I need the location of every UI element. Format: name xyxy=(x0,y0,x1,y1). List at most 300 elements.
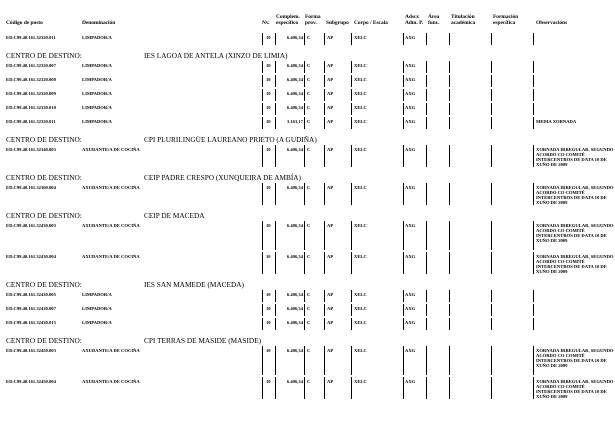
provision-form: C xyxy=(307,292,311,297)
column-rule xyxy=(426,145,427,167)
column-rule xyxy=(426,75,427,87)
column-rule xyxy=(304,346,305,375)
subgroup: AP xyxy=(327,63,334,68)
column-rule xyxy=(275,75,276,87)
column-rule xyxy=(403,117,404,129)
center-label: CENTRO DE DESTINO: xyxy=(6,280,82,289)
column-rule xyxy=(491,103,492,115)
subgroup: AP xyxy=(327,306,334,311)
column-rule xyxy=(275,290,276,302)
header-forma: Forma prov. xyxy=(305,14,321,26)
column-rule xyxy=(262,75,263,87)
center-name: CPI TERRAS DE MASIDE (MASIDE) xyxy=(144,336,262,345)
column-rule xyxy=(324,103,325,115)
post-code: ED.C99.40.161.32450.004 xyxy=(6,379,56,384)
column-rule xyxy=(262,377,263,399)
table-row xyxy=(0,33,615,47)
complement: 6.406,34 xyxy=(286,379,303,384)
subgroup: AP xyxy=(327,35,334,40)
column-rule xyxy=(491,61,492,73)
header-formacion: Formación específica xyxy=(493,14,519,26)
column-rule xyxy=(403,304,404,316)
column-rule xyxy=(403,75,404,87)
center-name: CEIP DE MACEDA xyxy=(144,211,205,220)
subgroup: AP xyxy=(327,91,334,96)
column-rule xyxy=(262,304,263,316)
post-code: ED.C99.40.161.32430.005 xyxy=(6,292,56,297)
column-rule xyxy=(449,304,450,316)
column-rule xyxy=(262,252,263,274)
column-rule xyxy=(449,252,450,274)
subgroup: AP xyxy=(327,77,334,82)
column-rule xyxy=(262,33,263,45)
provision-form: C xyxy=(307,379,311,384)
table-row xyxy=(0,221,615,252)
subgroup: AP xyxy=(327,223,334,228)
post-code: ED.C99.40.161.32360.004 xyxy=(6,185,56,190)
column-rule xyxy=(403,252,404,274)
column-rule xyxy=(304,33,305,45)
column-rule xyxy=(403,89,404,101)
column-rule xyxy=(403,318,404,330)
column-rule xyxy=(304,61,305,73)
subgroup: AP xyxy=(327,292,334,297)
provision-form: C xyxy=(307,91,311,96)
complement: 6.406,34 xyxy=(286,91,303,96)
center-label: CENTRO DE DESTINO: xyxy=(6,211,82,220)
level: 10 xyxy=(266,306,271,311)
table-row xyxy=(0,183,615,207)
column-rule xyxy=(275,318,276,330)
complement: 3.163,17 xyxy=(286,119,303,124)
corps: XELC xyxy=(354,348,367,353)
table-row xyxy=(0,61,615,75)
level: 10 xyxy=(266,77,271,82)
complement: 6.406,34 xyxy=(286,63,303,68)
column-rule xyxy=(351,75,352,87)
table-row xyxy=(0,145,615,169)
observations: XORNADA IRREGULAR, SEGUNDO ACORDO CO COMITÉ INTERCENTROS DE DATA 10 DE XUÑO DE 2009 xyxy=(536,223,614,243)
center-name: CEIP PADRE CRESPO (XUNQUEIRA DE AMBÍA) xyxy=(144,173,301,182)
post-code: ED.C99.40.161.32320.011 xyxy=(6,35,56,40)
adscription: AXG xyxy=(405,185,416,190)
column-rule xyxy=(426,252,427,274)
header-codigo: Código de posto xyxy=(6,20,43,26)
post-code: ED.C99.40.161.32430.003 xyxy=(6,223,56,228)
column-rule xyxy=(426,183,427,205)
complement: 6.406,34 xyxy=(286,254,303,259)
adscription: AXG xyxy=(405,119,416,124)
column-rule xyxy=(403,377,404,399)
subgroup: AP xyxy=(327,254,334,259)
column-rule xyxy=(449,75,450,87)
column-rule xyxy=(449,318,450,330)
column-rule xyxy=(426,304,427,316)
column-rule xyxy=(491,290,492,302)
observations: XORNADA IRREGULAR, SEGUNDO ACORDO CO COMITÉ INTERCENTROS DE DATA 10 DE XUÑO DE 2009 xyxy=(536,147,614,167)
header-corpo: Corpo / Escala xyxy=(354,20,388,26)
column-rule xyxy=(275,89,276,101)
column-rule xyxy=(426,318,427,330)
post-code: ED.C99.40.161.32430.004 xyxy=(6,254,56,259)
denomination: AXUDANTE/A DE COCIÑA xyxy=(82,254,140,259)
level: 10 xyxy=(266,223,271,228)
column-rule xyxy=(403,145,404,167)
column-rule xyxy=(449,89,450,101)
column-rule xyxy=(533,61,534,73)
level: 10 xyxy=(266,292,271,297)
adscription: AXG xyxy=(405,63,416,68)
corps: XELC xyxy=(354,185,367,190)
column-rule xyxy=(351,89,352,101)
corps: XELC xyxy=(354,35,367,40)
level: 10 xyxy=(266,348,271,353)
corps: XELC xyxy=(354,292,367,297)
post-code: ED.C99.40.161.32340.003 xyxy=(6,147,56,152)
column-rule xyxy=(304,252,305,274)
level: 10 xyxy=(266,63,271,68)
observations: MEDIA XORNADA xyxy=(536,119,577,124)
level: 10 xyxy=(266,91,271,96)
observations: XORNADA IRREGULAR, SEGUNDO ACORDO CO COMITÉ INTERCENTROS DE DATA 10 DE XUÑO DE 2009 xyxy=(536,348,614,368)
column-rule xyxy=(324,252,325,274)
column-rule xyxy=(351,145,352,167)
column-rule xyxy=(403,221,404,250)
post-code: ED.C99.40.161.32320.009 xyxy=(6,91,56,96)
complement: 6.406,34 xyxy=(286,77,303,82)
column-rule xyxy=(262,346,263,375)
header-denominacion: Denominación xyxy=(82,20,116,26)
post-code: ED.C99.40.161.32450.003 xyxy=(6,348,56,353)
center-name: IES LAGOA DE ANTELA (XINZO DE LIMIA) xyxy=(144,51,288,60)
corps: XELC xyxy=(354,63,367,68)
subgroup: AP xyxy=(327,105,334,110)
column-rule xyxy=(351,33,352,45)
column-rule xyxy=(304,304,305,316)
table-row xyxy=(0,318,615,332)
adscription: AXG xyxy=(405,320,416,325)
header-observacions: Observacións xyxy=(536,20,568,26)
corps: XELC xyxy=(354,77,367,82)
column-rule xyxy=(324,290,325,302)
corps: XELC xyxy=(354,119,367,124)
corps: XELC xyxy=(354,254,367,259)
complement: 6.406,34 xyxy=(286,306,303,311)
column-rule xyxy=(449,61,450,73)
column-rule xyxy=(449,290,450,302)
provision-form: C xyxy=(307,223,311,228)
column-rule xyxy=(275,103,276,115)
column-rule xyxy=(304,377,305,399)
column-rule xyxy=(262,318,263,330)
column-rule xyxy=(275,304,276,316)
column-rule xyxy=(403,346,404,375)
column-rule xyxy=(403,61,404,73)
column-rule xyxy=(275,346,276,375)
column-rule xyxy=(275,221,276,250)
complement: 6.406,34 xyxy=(286,320,303,325)
column-rule xyxy=(304,75,305,87)
column-rule xyxy=(324,89,325,101)
denomination: AXUDANTE/A DE COCIÑA xyxy=(82,185,140,190)
level: 10 xyxy=(266,320,271,325)
table-row xyxy=(0,252,615,276)
column-rule xyxy=(449,145,450,167)
subgroup: AP xyxy=(327,379,334,384)
complement: 6.406,34 xyxy=(286,223,303,228)
header-nivel: Nv. xyxy=(262,20,270,26)
column-rule xyxy=(533,346,534,375)
denomination: LIMPADOR/A xyxy=(82,320,112,325)
column-rule xyxy=(304,103,305,115)
denomination: LIMPADOR/A xyxy=(82,292,112,297)
column-rule xyxy=(533,290,534,302)
column-rule xyxy=(533,252,534,274)
post-code: ED.C99.40.161.32320.007 xyxy=(6,63,56,68)
corps: XELC xyxy=(354,91,367,96)
column-rule xyxy=(491,117,492,129)
center-label: CENTRO DE DESTINO: xyxy=(6,135,82,144)
complement: 6.406,34 xyxy=(286,147,303,152)
level: 10 xyxy=(266,379,271,384)
column-rule xyxy=(449,221,450,250)
column-rule xyxy=(533,89,534,101)
column-rule xyxy=(275,61,276,73)
column-rule xyxy=(533,145,534,167)
complement: 6.406,34 xyxy=(286,35,303,40)
column-rule xyxy=(351,183,352,205)
column-rule xyxy=(533,318,534,330)
column-rule xyxy=(351,117,352,129)
column-rule xyxy=(403,33,404,45)
observations: XORNADA IRREGULAR, SEGUNDO ACORDO CO COMITÉ INTERCENTROS DE DATA 10 DE XUÑO DE 2009 xyxy=(536,379,614,399)
column-rule xyxy=(426,61,427,73)
column-rule xyxy=(403,103,404,115)
center-name: CPI PLURILINGÜE LAUREANO PRIETO (A GUDIÑA) xyxy=(144,135,317,144)
column-rule xyxy=(449,346,450,375)
column-rule xyxy=(426,103,427,115)
column-rule xyxy=(324,145,325,167)
column-rule xyxy=(491,346,492,375)
table-row xyxy=(0,304,615,318)
column-rule xyxy=(533,33,534,45)
column-rule xyxy=(275,377,276,399)
column-rule xyxy=(533,221,534,250)
column-rule xyxy=(533,304,534,316)
column-rule xyxy=(491,304,492,316)
level: 10 xyxy=(266,105,271,110)
provision-form: C xyxy=(307,77,311,82)
level: 10 xyxy=(266,147,271,152)
denomination: AXUDANTE/A DE COCIÑA xyxy=(82,147,140,152)
column-rule xyxy=(262,290,263,302)
header-titulacion: Titulación académica xyxy=(451,14,476,26)
column-rule xyxy=(426,377,427,399)
center-name: IES SAN MAMEDE (MACEDA) xyxy=(144,280,244,289)
column-rule xyxy=(426,290,427,302)
column-rule xyxy=(324,61,325,73)
denomination: LIMPADOR/A xyxy=(82,105,112,110)
column-rule xyxy=(304,145,305,167)
denomination: LIMPADOR/A xyxy=(82,91,112,96)
level: 10 xyxy=(266,119,271,124)
column-rule xyxy=(324,221,325,250)
column-rule xyxy=(324,117,325,129)
column-rule xyxy=(351,304,352,316)
column-rule xyxy=(262,117,263,129)
column-rule xyxy=(351,252,352,274)
corps: XELC xyxy=(354,223,367,228)
adscription: AXG xyxy=(405,379,416,384)
adscription: AXG xyxy=(405,223,416,228)
observations: XORNADA IRREGULAR, SEGUNDO ACORDO CO COMITÉ INTERCENTROS DE DATA 10 DE XUÑO DE 2009 xyxy=(536,185,614,205)
provision-form: C xyxy=(307,35,311,40)
adscription: AXG xyxy=(405,147,416,152)
column-rule xyxy=(533,117,534,129)
column-rule xyxy=(324,33,325,45)
table-row xyxy=(0,103,615,117)
complement: 6.406,34 xyxy=(286,292,303,297)
column-rule xyxy=(304,318,305,330)
adscription: AXG xyxy=(405,254,416,259)
column-rule xyxy=(351,346,352,375)
column-rule xyxy=(324,304,325,316)
table-row xyxy=(0,89,615,103)
column-rule xyxy=(324,346,325,375)
column-rule xyxy=(533,183,534,205)
denomination: AXUDANTE/A DE COCIÑA xyxy=(82,223,140,228)
column-rule xyxy=(426,117,427,129)
column-rule xyxy=(304,89,305,101)
column-rule xyxy=(324,183,325,205)
denomination: LIMPADOR/A xyxy=(82,306,112,311)
adscription: AXG xyxy=(405,292,416,297)
corps: XELC xyxy=(354,379,367,384)
column-rule xyxy=(449,183,450,205)
table-header xyxy=(0,0,615,32)
adscription: AXG xyxy=(405,77,416,82)
post-code: ED.C99.40.161.32320.008 xyxy=(6,77,56,82)
column-rule xyxy=(351,103,352,115)
column-rule xyxy=(491,183,492,205)
column-rule xyxy=(304,221,305,250)
column-rule xyxy=(351,290,352,302)
table-row xyxy=(0,75,615,89)
column-rule xyxy=(304,183,305,205)
provision-form: C xyxy=(307,63,311,68)
column-rule xyxy=(533,103,534,115)
column-rule xyxy=(449,103,450,115)
level: 10 xyxy=(266,35,271,40)
adscription: AXG xyxy=(405,306,416,311)
provision-form: C xyxy=(307,306,311,311)
corps: XELC xyxy=(354,105,367,110)
column-rule xyxy=(262,89,263,101)
complement: 6.406,34 xyxy=(286,105,303,110)
column-rule xyxy=(262,183,263,205)
column-rule xyxy=(351,221,352,250)
level: 10 xyxy=(266,185,271,190)
subgroup: AP xyxy=(327,348,334,353)
column-rule xyxy=(304,117,305,129)
provision-form: C xyxy=(307,348,311,353)
subgroup: AP xyxy=(327,185,334,190)
denomination: LIMPADOR/A xyxy=(82,119,112,124)
header-subgrupo: Subgrupo xyxy=(326,20,349,26)
column-rule xyxy=(533,377,534,399)
column-rule xyxy=(403,183,404,205)
column-rule xyxy=(491,318,492,330)
column-rule xyxy=(426,89,427,101)
column-rule xyxy=(491,75,492,87)
column-rule xyxy=(491,145,492,167)
level: 10 xyxy=(266,254,271,259)
column-rule xyxy=(275,183,276,205)
header-area: Área func. xyxy=(428,14,440,26)
column-rule xyxy=(449,377,450,399)
column-rule xyxy=(275,252,276,274)
provision-form: C xyxy=(307,254,311,259)
column-rule xyxy=(491,252,492,274)
denomination: AXUDANTE/A DE COCIÑA xyxy=(82,348,140,353)
column-rule xyxy=(491,33,492,45)
post-code: ED.C99.40.161.32320.010 xyxy=(6,105,56,110)
adscription: AXG xyxy=(405,348,416,353)
adscription: AXG xyxy=(405,91,416,96)
corps: XELC xyxy=(354,306,367,311)
column-rule xyxy=(426,346,427,375)
denomination: AXUDANTE/A DE COCIÑA xyxy=(82,379,140,384)
corps: XELC xyxy=(354,320,367,325)
subgroup: AP xyxy=(327,147,334,152)
adscription: AXG xyxy=(405,105,416,110)
column-rule xyxy=(304,290,305,302)
table-row xyxy=(0,117,615,131)
column-rule xyxy=(275,33,276,45)
column-rule xyxy=(324,75,325,87)
column-rule xyxy=(262,145,263,167)
column-rule xyxy=(491,89,492,101)
column-rule xyxy=(262,103,263,115)
table-row xyxy=(0,377,615,401)
subgroup: AP xyxy=(327,119,334,124)
column-rule xyxy=(351,377,352,399)
provision-form: C xyxy=(307,320,311,325)
adscription: AXG xyxy=(405,35,416,40)
observations: XORNADA IRREGULAR, SEGUNDO ACORDO CO COMITÉ INTERCENTROS DE DATA 10 DE XUÑO DE 2009 xyxy=(536,254,614,274)
denomination: LIMPADOR/A xyxy=(82,77,112,82)
column-rule xyxy=(275,145,276,167)
post-code: ED.C99.40.161.32430.015 xyxy=(6,320,56,325)
table-row xyxy=(0,290,615,304)
corps: XELC xyxy=(354,147,367,152)
denomination: LIMPADOR/A xyxy=(82,35,112,40)
complement: 6.406,34 xyxy=(286,348,303,353)
column-rule xyxy=(351,61,352,73)
column-rule xyxy=(275,117,276,129)
column-rule xyxy=(262,61,263,73)
provision-form: C xyxy=(307,147,311,152)
post-code: ED.C99.40.161.32320.011 xyxy=(6,119,56,124)
complement: 6.406,34 xyxy=(286,185,303,190)
column-rule xyxy=(426,221,427,250)
subgroup: AP xyxy=(327,320,334,325)
column-rule xyxy=(351,318,352,330)
column-rule xyxy=(449,33,450,45)
center-label: CENTRO DE DESTINO: xyxy=(6,51,82,60)
column-rule xyxy=(426,33,427,45)
center-label: CENTRO DE DESTINO: xyxy=(6,336,82,345)
